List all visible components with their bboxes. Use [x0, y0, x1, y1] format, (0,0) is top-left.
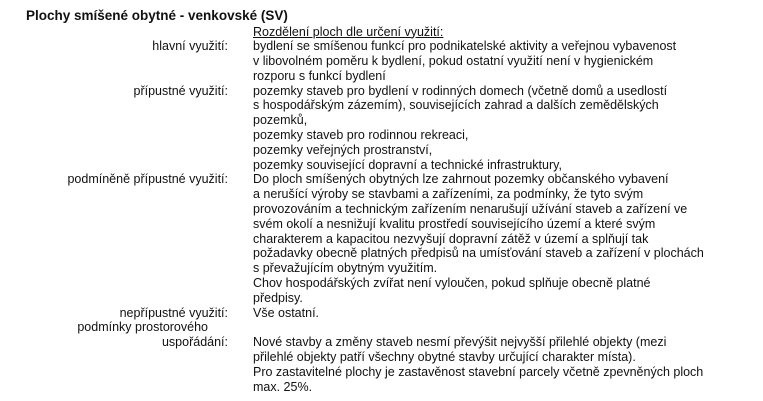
section-heading: Rozdělení ploch dle určení využití:	[253, 24, 444, 39]
row-label-text: nepřípustné využití:	[119, 305, 228, 320]
text-line: požadavky obecně platných předpisů na umísťování staveb a zařízení v plochách	[253, 246, 704, 261]
text-line: max. 25%.	[253, 379, 313, 394]
row-label-text: hlavní využití:	[152, 39, 228, 54]
text-line: charakterem a kapacitou nezvyšují dopravní zátěž v území a splňují tak	[253, 231, 649, 246]
row-label-text: uspořádání:	[161, 335, 228, 350]
definition-row-permitted-use	[0, 84, 763, 173]
text-line: Vše ostatní.	[253, 305, 320, 320]
row-content	[253, 84, 667, 173]
text-line: pozemky související dopravní a technické infrastruktury,	[253, 157, 562, 172]
definition-row-conditionally-permitted-use	[0, 172, 763, 305]
text-line: rozporu s funkcí bydlení	[253, 68, 386, 83]
text-line: Nové stavby a změny staveb nesmí převýšit nejvyšší přilehlé objekty (mezi	[253, 335, 667, 350]
row-label	[0, 172, 228, 187]
text-line: s převažujícím obytným využitím.	[253, 261, 438, 276]
text-line: bydlení se smíšenou funkcí pro podnikatelské aktivity a veřejnou vybavenost	[253, 39, 677, 54]
row-label-text: přípustné využití:	[133, 83, 228, 98]
row-label	[0, 84, 228, 99]
text-line: svém okolí a nesnižují kvalitu prostředí souvisejícího území a které svým	[253, 216, 656, 231]
text-line: Do ploch smíšených obytných lze zahrnout pozemky občanského vybavení	[253, 172, 669, 187]
section-heading-row	[0, 25, 763, 40]
text-line: pozemků,	[253, 113, 308, 128]
row-label-text: podmíněně přípustné využití:	[67, 172, 228, 187]
row-content	[253, 306, 319, 321]
text-line: provozováním a technickým zařízením nenarušují užívání staveb a zařízení ve	[253, 202, 688, 217]
text-line: předpisy.	[253, 290, 303, 305]
text-line: v libovolném poměru k bydlení, pokud ostatní využití není v hygienickém	[253, 54, 654, 69]
row-label	[0, 306, 228, 321]
section-heading-content	[253, 25, 443, 40]
text-line: Pro zastavitelné plochy je zastavěnost stavební parcely včetně zpevněných ploch	[253, 364, 704, 379]
row-label	[0, 320, 228, 350]
text-line: s hospodářským zázemím), souvisejících zahrad a dalších zemědělských	[253, 98, 659, 113]
row-content	[253, 39, 676, 83]
row-label-text: podmínky prostorového	[77, 320, 208, 335]
page-title: Plochy smíšené obytné - venkovské (SV)	[26, 8, 288, 23]
definition-row-impermissible-use	[0, 306, 763, 321]
text-line: Chov hospodářských zvířat není vyloučen, pokud splňuje obecně platné	[253, 276, 651, 291]
text-line: a nerušící výroby se stavbami a zařízeními, za podmínky, že tyto svým	[253, 187, 644, 202]
row-content	[253, 172, 704, 305]
text-line: pozemky veřejných prostranství,	[253, 142, 433, 157]
text-line: přilehlé objekty patří všechny obytné stavby určující charakter místa).	[253, 350, 636, 365]
text-line: pozemky staveb pro rodinnou rekreaci,	[253, 128, 469, 143]
definition-row-spatial-arrangement-conditions	[0, 320, 763, 394]
row-content	[253, 335, 703, 394]
text-line: pozemky staveb pro bydlení v rodinných domech (včetně domů a usedlostí	[253, 83, 668, 98]
definition-list	[0, 25, 763, 395]
row-label	[0, 39, 228, 54]
definition-row-main-use	[0, 39, 763, 83]
